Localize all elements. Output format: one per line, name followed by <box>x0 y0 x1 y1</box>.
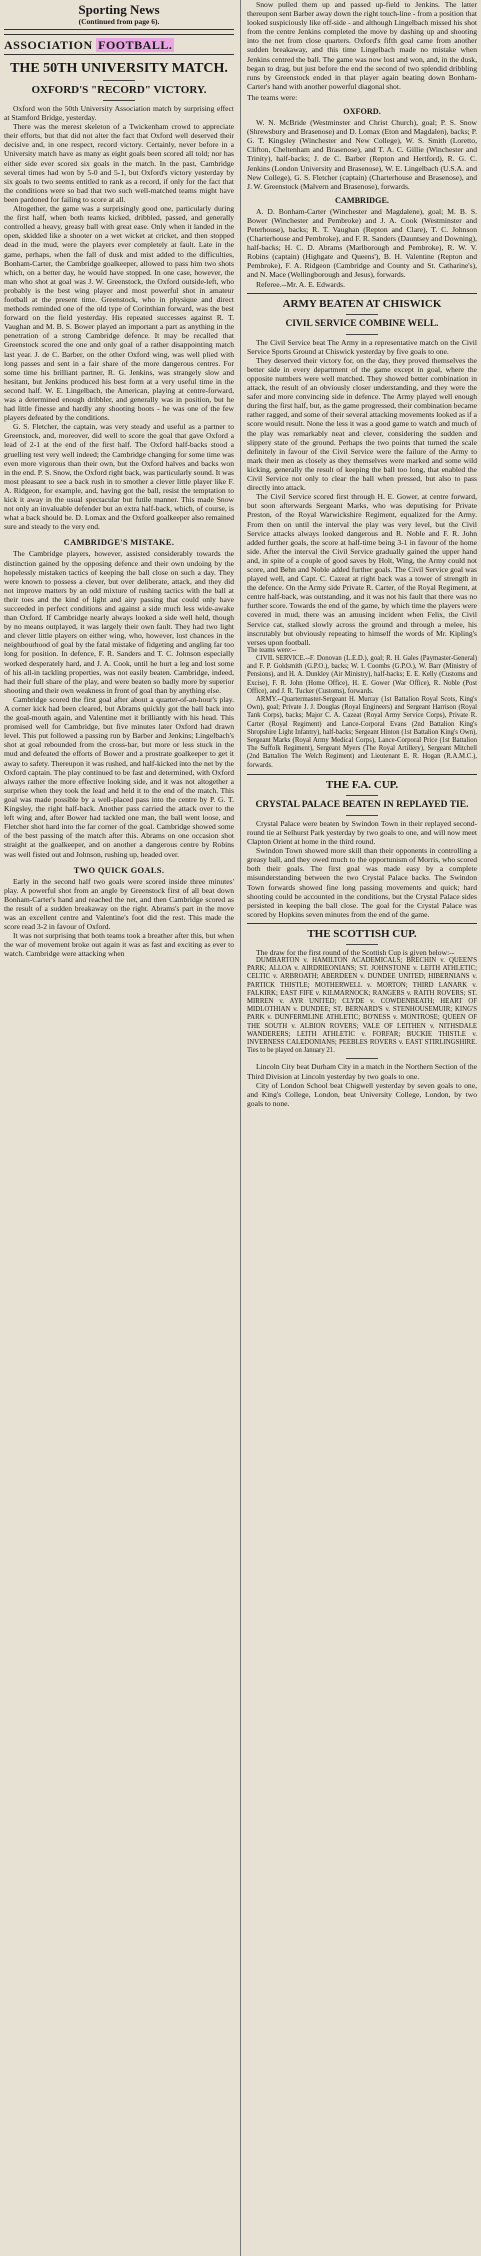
article-paragraph: Early in the second half two goals were scored inside three minutes' play. A powerful shot from an angle by Greenstock first of all beat down Bonham-Carter's hand and reached the net, and then Cambridge scored as the result of a sudden breakaway on the right. Abrams's part in the move was an excellent centre and Valentine's foot did the rest. This made the score read 3-2 in favour of Oxford. <box>4 876 234 932</box>
civil-teams-heading: The teams were:-- <box>247 646 297 654</box>
oxford-heading: OXFORD. <box>343 107 381 117</box>
article-paragraph: Lincoln City beat Durham City in a match in the Northern Section of the Third Division at Lincoln yesterday by two goals to one. <box>247 1062 477 1081</box>
article-paragraph: Cambridge scored the first goal after about a quarter-of-an-hour's play. A corner kick had been cleared, but Abrams quickly got the ball back into the goal-mouth again, and Valentine met it brilliantly with his head. This promised well for Cambridge, but five minutes later Oxford had drawn level. This put followed a passing run by Barber and Jenkins; Lingelbach's shot at goal rebounded from the cross-bar, but more or less stuck in the mud and defeated the efforts of Bower and a prostrate goalkeeper to get it away to safety. Thereupon it was rushed, and half-kicked into the net by the Oxford captain. The play continued to be fast and determined, with Oxford always rather the more effective looking side, and it was not altogether a surprise when they took the lead and held it to the end of the match. This goal was made possible by a well-placed pass into the centre by P. G. T. Kingsley, the right half-back. Another pass carried the attack over to the left wing and, after Bower had tackled one man, the ball went loose, and Fletcher shot hard into the far corner of the goal. Cambridge showed some of the best passing of the match after this. Abrams on one occasion shot straight at the goalkeeper, and on another a dangerous centre by Robins was well fisted out and Johnson, rushing up, headed over. <box>4 694 234 859</box>
article-paragraph: It was not surprising that both teams took a breather after this, but when the war of movement broke out again it was as fast and exciting as ever to watch. Cambridge were attacking when <box>4 931 234 959</box>
divider <box>247 293 477 294</box>
divider <box>247 923 477 924</box>
subheadline: OXFORD'S "RECORD" VICTORY. <box>31 84 207 96</box>
two-goals-heading: TWO QUICK GOALS. <box>73 864 165 875</box>
cambridge-heading: CAMBRIDGE. <box>335 195 389 205</box>
article-paragraph: There was the merest skeleton of a Twickenham crowd to appreciate their efforts, but that did not alter the fact that Oxford well deserved their decisive and, in one respect, record victory. Certainly, never before in a University match have as many as eight goals been scored all told; nor has either side ever scored six goals in the match. In the past, Cambridge several times had won by 5-0 and 5-1, but Oxford's victory yesterday by six goals to two seems entitled to rank as a record, if only for the fact that the conditions were so bad that two such well-matched teams might have been pardoned for failing to score at all. <box>4 122 234 204</box>
left-column <box>4 0 234 2256</box>
divider <box>346 1058 378 1059</box>
scottish-cup-heading: THE SCOTTISH CUP. <box>307 927 417 940</box>
article-paragraph: The Civil Service beat The Army in a representative match on the Civil Service Sports Ground at Chiswick yesterday by five goals to one. <box>247 337 477 356</box>
masthead-title: Sporting News <box>78 2 160 17</box>
article-paragraph: They deserved their victory for, on the day, they proved themselves the better side in every department of the game except in goal, where the opposite numbers were well matched. They showed better combination in attack, the result of an obviously closer understanding, and they were the safer and more convincing side in defence. The Army played well enough during the first half, but, as the game progressed, their combination became rather ragged, and some of their several attacking movements looked as if a score would result. None the less it was a good game to watch and much of the play was remarkably neat and clever, considering the sudden and slippery state of the ground. Perhaps the two points that turned the scale definitely in favour of the Civil Service were the failure of the Army to mark their men as closely as they themselves were marked and some wild kicking, generally the result of keeping the ball too long, that enabled the Civil Service not only to clear the ball when pressed, but also to pass directly into attack. <box>247 355 477 493</box>
section-banner <box>4 34 234 55</box>
article-paragraph: Altogether, the game was a surprisingly good one, particularly during the first half, when both teams kicked, dribbled, passed, and generally controlled a heavy, greasy ball with great ease. Only when it landed in the open, skidded like a shooter on a wet wicket at cricket, and then stopped dead in the mud, were the players ever completely at fault. Late in the game, perhaps, when the fall of dusk and mist added to the difficulties, Bonham-Carter, the Cambridge goalkeeper, allowed to pass him two shots which, on a better day, he would have stopped. In one case, however, the man who shot at goal was J. W. Greenstock, the Oxford outside-left, who probably is the best wing player and most powerful shot in amateur football at the present time. Greenstock, who in physique and direct methods reminded one of the old type of Corinthian forward, was the best forward on the field yesterday. His repeated successes against R. T. Vaughan and M. B. S. Bower played an important a part as anything in the penetration of a strong Cambridge defence. It may be recalled that Greenstock scored the one and only goal of a rather disappointing match last year. J. de C. Barber, on the other Oxford wing, was well plied with long passes and sent in a fair share of the more dangerous centres. For some time his brilliant partner, R. G. Jenkins, was strangely slow and hesitant, but Jenkins produced his best form at a very useful time in the second half. W. E. Lingelbach, the American, playing at centre-forward, was a determined enough dribbler, and generally was in position, but he had little finesse and hardly any shooting boots - he was one of the few players defeated by the conditions. <box>4 204 234 423</box>
divider <box>346 815 378 816</box>
article-paragraph: The Civil Service scored first through H. E. Gower, at centre forward, but soon afterwards Sergeant Marks, who was deputising for Private Preston, of the Royal Warwickshire Regiment, equalized for the Army. From then on until the interval the play was very level, but the Civil Service attacks always looked dangerous and R. Noble and F. R. John added further goals, the score at half-time being 3-1 in favour of the home side. After the interval the Civil Service gradually gained the upper hand and, in spite of a couple of good saves by Holt, Wing, the Army could not score, and Behn and Noble added further goals. The Civil Service goal was played well, and Capt. C. Cazeat at right back was a tower of strength in the defence. On the Army side Private R. Carter, of the Royal Regiment, at centre half-back, was outstanding, and it was not his fault that there was no further score. Towards the end of the game, by which time the players were covered in mud, there was an amusing incident when Felix, the Civil Service cat, stalked slowly across the ground and through a melee, his inscrutably but obviously repeating to himself the words of Mr. Kipling's verses upon football. <box>247 492 477 647</box>
civil-headline: CIVIL SERVICE COMBINE WELL. <box>285 318 439 329</box>
scottish-intro: The draw for the first round of the Scottish Cup is given below:-- <box>256 947 455 957</box>
article-paragraph: The Cambridge players, however, assisted considerably towards the distinction gained by the opposing defence and their own undoing by the hopelessly mistaken tactics of keeping the ball close on such a day. They were known to possess a clever, but over deliberate, attack, and they did not improve matters by an odd mixture of rushing tactics with the ball at their toes and the kind of light and airy passing that could only have succeeded in perfect conditions and against a side much less wide-awake than Oxford. If Cambridge nearly always looked a side well held, though by no means outplayed, it was largely their own fault. They had two light and clever little players on either wing, who, however, lost chances in the neighbourhood of goal by the fatal mistake of fidgeting and angling far too long for position. In defence, F. R. Sanders and T. C. Johnson especially worked desperately hard, and J. A. Cook, until he hurt a leg and lost some of his all-in tackling properties, was not easily beaten. Cambridge, indeed, had their full share of the play, and were beaten so badly more by superior shooting and their own weakness in front of goal than by anything else. <box>4 549 234 695</box>
divider <box>346 795 378 796</box>
crystal-palace-headline: CRYSTAL PALACE BEATEN IN REPLAYED TIE. <box>255 799 469 810</box>
cambridge-team-list: A. D. Bonham-Carter (Winchester and Magdalene), goal; M. B. S. Bower (Winchester and Pembroke) and J. A. Cook (Westminster and Peterhouse), backs; R. T. Vaughan (Repton and Clare), T. C. Johnson (Charterhouse and Pembroke), and F. R. Sanders (Dauntsey and Downing), half-backs; H. C. D. Abrams (Marlborough and Pembroke), R. W. V. Robins (captain) (Highgate and Queens'), B. H. Valentine (Repton and Pembroke), F. A. Ridgeon (Cambridge and County and St. Catharine's), and N. Mace (Wellingborough and Jesus), forwards. <box>247 206 477 280</box>
divider <box>103 100 135 101</box>
column-divider <box>240 0 241 2256</box>
masthead-subtitle: (Continued from page 6). <box>78 17 160 26</box>
cambridge-mistake-heading: CAMBRIDGE'S MISTAKE. <box>63 537 175 548</box>
civil-service-team-list: CIVIL SERVICE.--F. Donovan (L.E.D.), goal; R. H. Gales (Paymaster-General) and F. P. Goldsmith (G.P.O.), backs; W. I. Coombs (G.P.O.), W. Barr (Ministry of Pensions), and H. A. Dunkley (Air Ministry), half-backs; E. E. Kelly (Customs and Excise), F. R. John (Home Office), H. E. Gower (War Office), R. Noble (Post Office), and J. R. Tucker (Customs), forwards. <box>247 655 477 695</box>
divider <box>346 314 378 315</box>
divider <box>346 944 378 945</box>
masthead <box>4 0 234 30</box>
scottish-draw-list: DUMBARTON v. HAMILTON ACADEMICALS; BRECHIN v. QUEEN'S PARK; ALLOA v. AIRDRIEONIANS; ST. JOHNSTONE v. LEITH ATHLETIC; CELTIC v. ARBROATH; ABERDEEN v. DUNDEE UNITED; HIBERNIANS v. PARTICK THISTLE; MOTHERWELL v. MORTON; THIRD LANARK v. FALKIRK; EAST FIFE v. KILMARNOCK; RANGERS v. RAITH ROVERS; ST. MIRREN v. AYR UNITED; CLYDE v. COWDENBEATH; HEART OF MIDLOTHIAN v. DUNDEE; ST. BERNARD'S v. STENHOUSEMUIR; KING'S PARK v. DUNFERMLINE ATHLETIC; BO'NESS v. MONTROSE; QUEEN OF THE SOUTH v. ALBION ROVERS; VALE OF LEITHEN v. NITHSDALE WANDERERS; LEITH ATHLETIC v. FORFAR; BUCKIE THISTLE v. INVERNESS CALEDONIANS; PEEBLES ROVERS v. EAST STIRLINGSHIRE. Ties to be played on January 21. <box>247 956 477 1055</box>
divider <box>103 80 135 81</box>
section-title: ASSOCIATION <box>4 38 93 52</box>
divider <box>346 334 378 335</box>
army-headline: ARMY BEATEN AT CHISWICK <box>282 297 442 310</box>
article-paragraph: Crystal Palace were beaten by Swindon Town in their replayed second-round tie at Selhurst Park yesterday by two goals to one, and will now meet Clapton Orient at home in the third round. <box>247 818 477 847</box>
teams-heading: The teams were: <box>247 92 298 102</box>
army-team-list: ARMY.--Quartermaster-Sergeant H. Murray (1st Battalion Royal Scots, King's Own), goal; Private J. J. Douglas (Royal Engineers) and Sergeant Harrison (Royal Tank Corps), backs; Major C. A. Cazeat (Royal Army Service Corps), Private R. Carter (Royal Regiment) and Lance-Corporal Evans (2nd Battalion King's Shropshire Light Infantry), half-backs; Sergeant Hinton (1st Battalion King's Own), Sergeant Marks (Royal Army Medical Corps), Lance-Corporal Price (1st Battalion The Suffolk Regiment), Sergeant Myers (The Royal Artillery), Sergeant Mitchell (2nd Battalion The Welch Regiment) and Lieutenant E. R. Hogan (R.A.M.C.), forwards. <box>247 696 477 769</box>
article-paragraph: G. S. Fletcher, the captain, was very steady and useful as a partner to Greenstock, and, moreover, did well to score the goal that gave Oxford a lead of 2-1 at the end of the first half. The Oxford half-backs stood a gruelling test very well indeed; the Cambridge changing for some time was even more vigorous than their own, but the Oxford halves and backs won in the end. P. S. Snow, the Oxford right back, was particularly sound. It was most pleasant to see a back rush in to smother a clever little player like F. A. Ridgeon, for example, and, having got the ball, resist the temptation to kick it away in the usual spectacular but futile manner. This made Snow not only an invaluable defender but an extra half-back, which, of course, is what a back should be. D. Lomax and the Oxford goalkeeper also remained sure and steady to the very end. <box>4 422 234 532</box>
right-column <box>247 0 477 2256</box>
match-headline: THE 50TH UNIVERSITY MATCH. <box>10 61 228 76</box>
article-paragraph: Swindon Town showed more skill than their opponents in controlling a greasy ball, and they owed much to the opportunism of Morris, who scored both their goals. The first goal was made easy by a complete misunderstanding between the two Crystal Palace backs. The Swindon Town forwards showed fine long passing movements and quick; hard shooting could be accounted in the conditions, but the Crystal Palace sides persisted in keeping the ball close. The goal for the Crystal Palace was scored by Hopkins seven minutes from the end of the game. <box>247 846 477 919</box>
fa-cup-heading: THE F.A. CUP. <box>325 778 399 791</box>
referee-line: Referee.--Mr. A. E. Edwards. <box>256 279 345 289</box>
article-paragraph: City of London School beat Chigwell yesterday by seven goals to one, and King's College, London, beat University College, London, by two goals to none. <box>247 1080 477 1108</box>
section-title-highlighted: FOOTBALL. <box>98 38 173 52</box>
article-paragraph: Snow pulled them up and passed up-field to Jenkins. The latter thereupon sent Barber away down the right touch-line - from a position that looked suspiciously like off-side - and although Lingelbach missed his shot from the centre Jenkins completed the move by dashing up and shooting into the net from close quarters. Oxford's fifth goal came from another sudden breakaway, and this time Lingelbach made no mistake when Jenkins centred the ball. The game was now lost and won, and, in the dusk, began to drag, but just before the end the second of two splendid dribbling runs by Greenstock ended in that player again beating down Bonham-Carter's hand with another powerful diagonal shot. <box>247 0 477 91</box>
divider <box>247 774 477 775</box>
article-paragraph: Oxford won the 50th University Association match by surprising effect at Stamford Bridge, yesterday. <box>4 104 234 123</box>
oxford-team-list: W. N. McBride (Westminster and Christ Church), goal; P. S. Snow (Shrewsbury and Brasenose) and D. Lomax (Eton and Magdalen), backs; P. G. T. Kingsley (Winchester and New College), W. S. Smith (Loretto, Clifton, Cheltenham and Brasenose), and T. A. C. Gillie (Winchester and Trinity), half-backs; J. de C. Barber (Repton and Hertford), R. G. C. Jenkins (London University and Brasenose), W. E. Lingelbach (U.S.A. and New College), G. S. Fletcher (captain) (Charterhouse and Brasenose), and J. W. Greenstock (Malvern and Brasenose), forwards. <box>247 118 477 191</box>
